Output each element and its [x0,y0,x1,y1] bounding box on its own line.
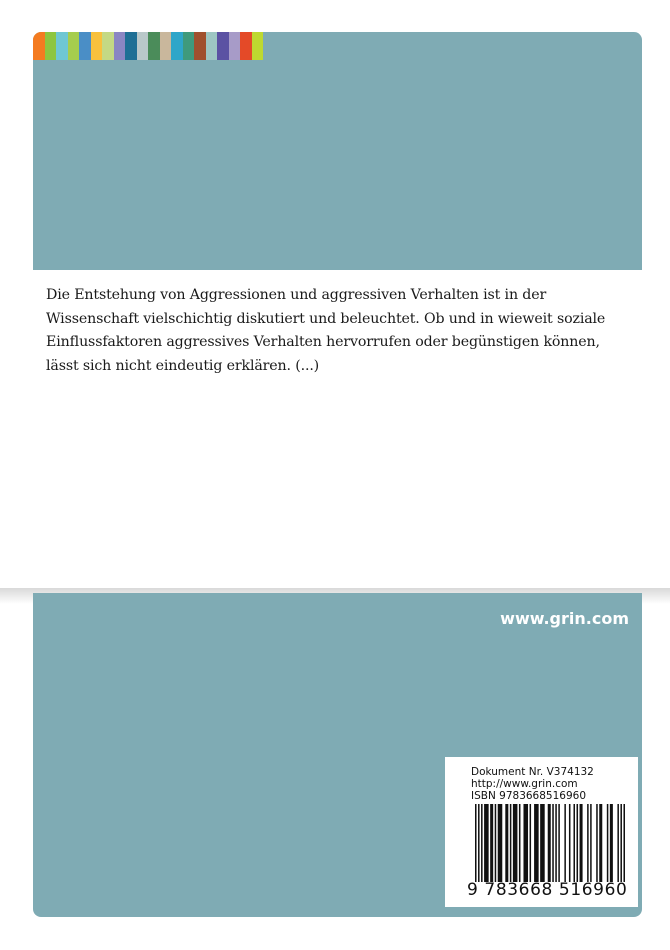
color-stripe [33,32,45,60]
color-stripe [160,32,172,60]
barcode-digits: 9 783668 516960 [467,880,628,900]
document-number: Dokument Nr. V374132 [471,766,594,778]
color-stripe [45,32,57,60]
color-stripe [217,32,229,60]
color-stripe [102,32,114,60]
cover-top-panel [33,32,642,270]
color-stripe [194,32,206,60]
color-stripe [229,32,241,60]
barcode-icon [475,804,625,882]
color-stripe [91,32,103,60]
barcode-box [445,757,638,907]
color-stripe [79,32,91,60]
blurb-text: Die Entstehung von Aggressionen und aggressiven Verhalten ist in der Wissenschaft vielschichtig diskutiert und beleuchtet. Ob und in wieweit soziale Einflussfaktoren aggressives Verhalten hervorrufen oder begünstigen können, lässt sich nicht eindeutig erklären. (...) [46,287,606,374]
isbn-line: ISBN 9783668516960 [471,790,587,802]
publisher-url[interactable]: www.grin.com [500,609,629,628]
color-stripe [171,32,183,60]
color-stripe [125,32,137,60]
color-stripe [68,32,80,60]
barcode-url: http://www.grin.com [471,778,578,790]
color-stripe [148,32,160,60]
color-stripe [56,32,68,60]
color-stripe [137,32,149,60]
color-stripe [240,32,252,60]
color-stripe-bar [33,32,263,60]
color-stripe [114,32,126,60]
color-stripe [206,32,218,60]
color-stripe [252,32,264,60]
color-stripe [183,32,195,60]
